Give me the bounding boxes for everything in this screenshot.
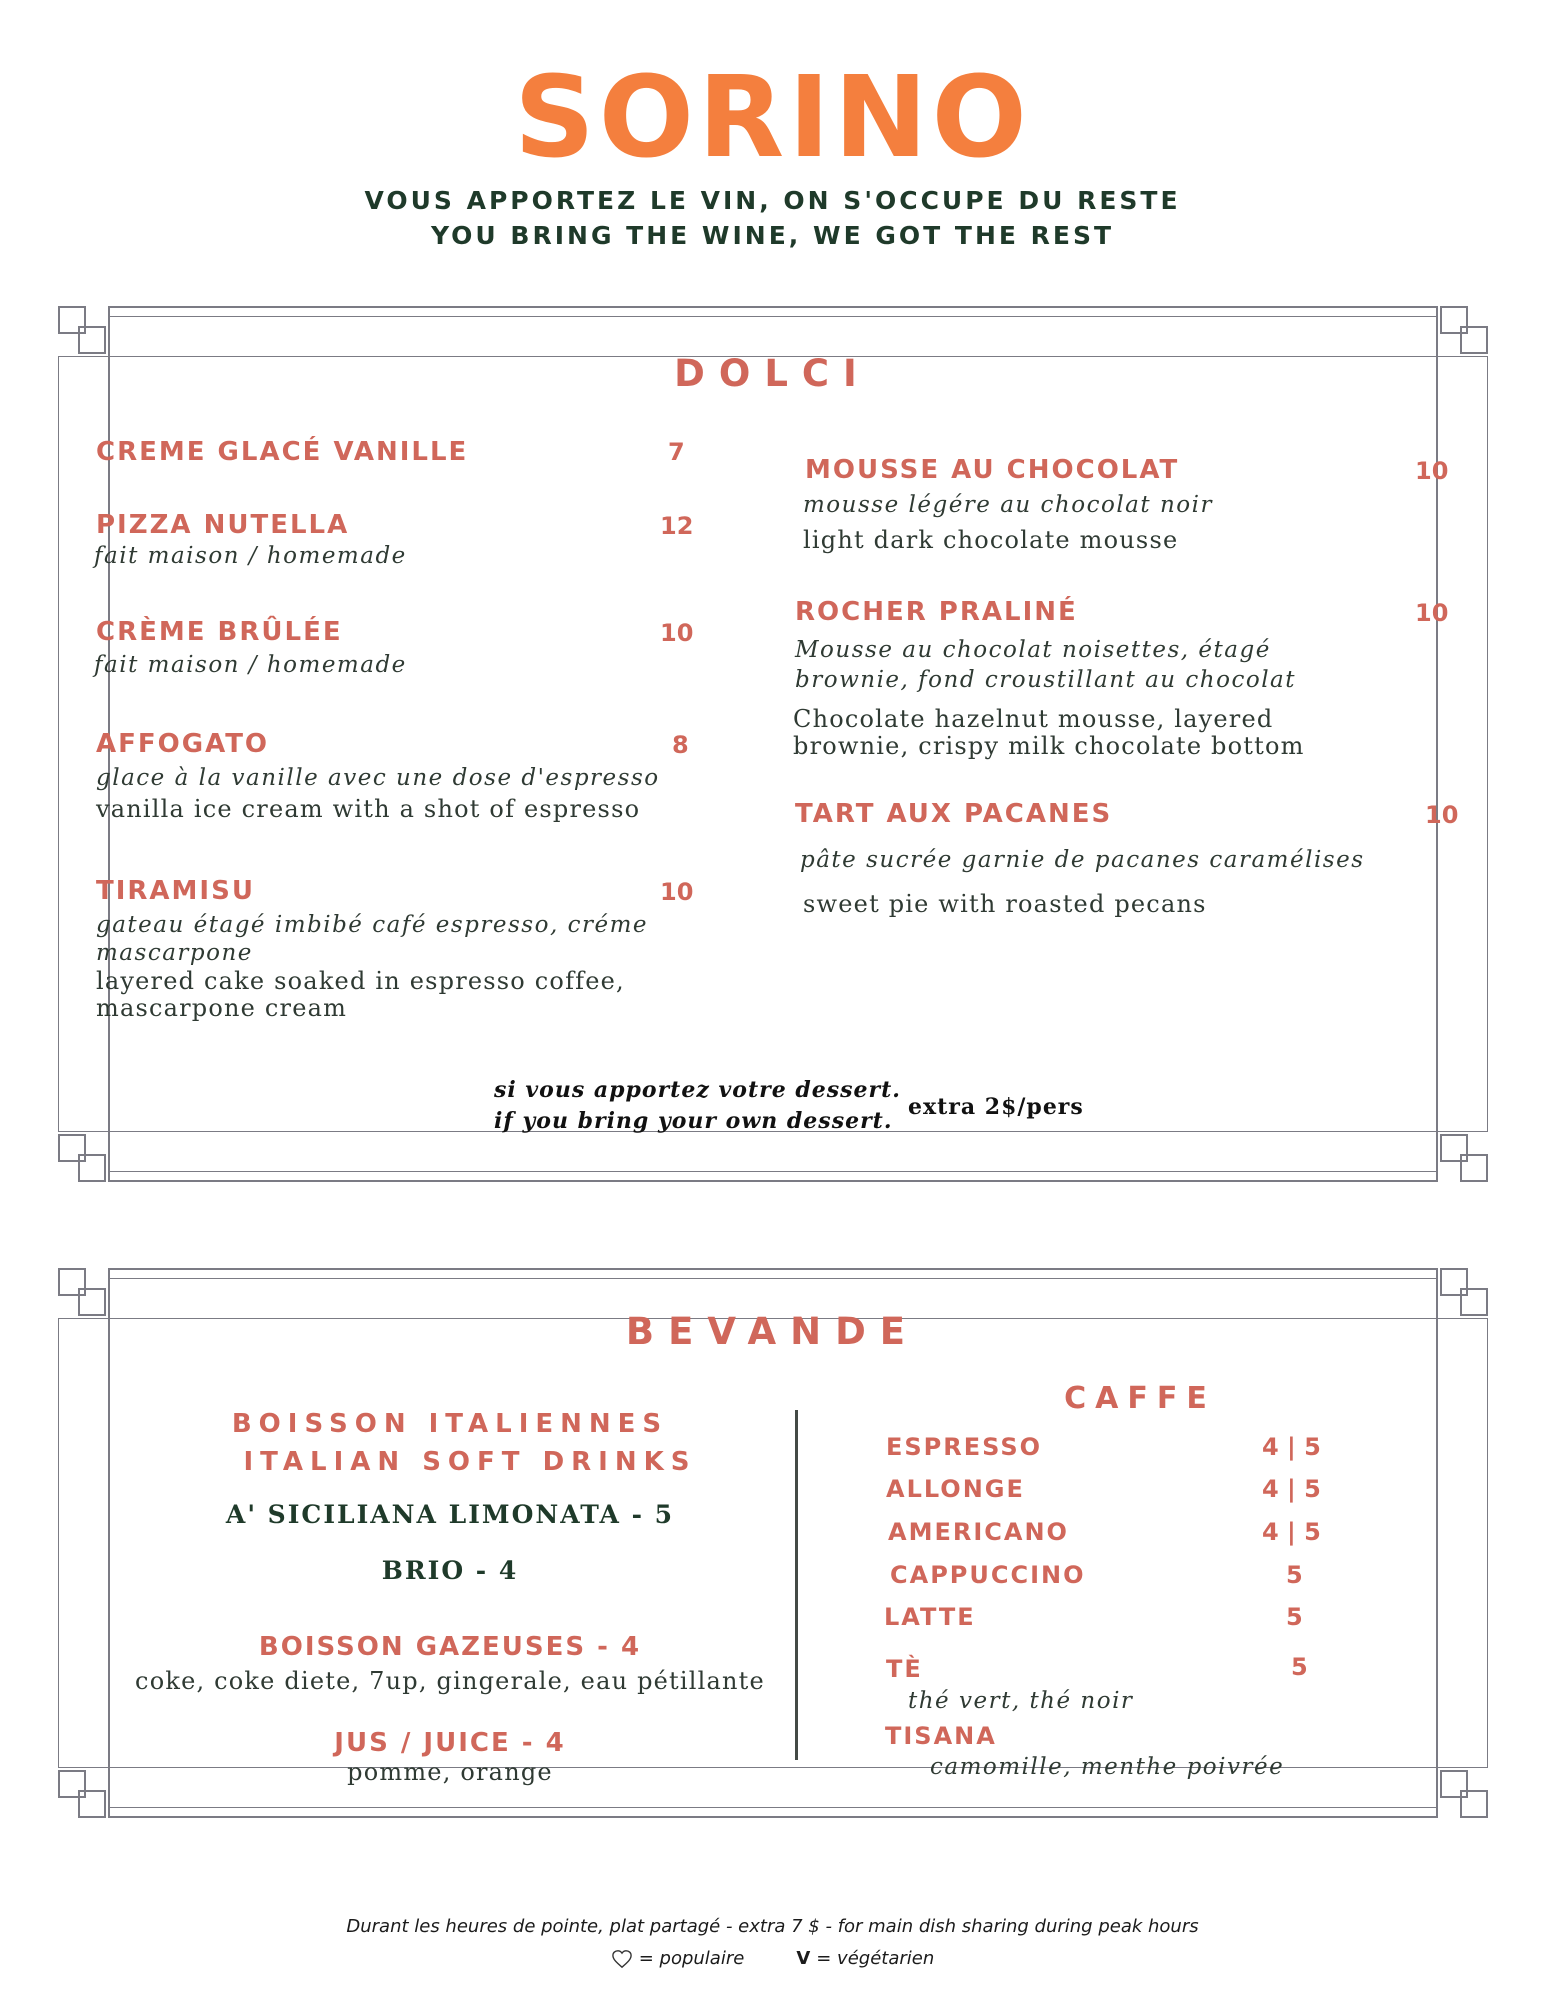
item-name: CREME GLACÉ VANILLE [96,437,469,467]
own-dessert-note-fr: si vous apportez votre dessert. [494,1077,901,1103]
legend-vegetarian: = végétarien [816,1948,935,1969]
bevande-title: BEVANDE [625,1310,920,1353]
corner-ornament-icon [58,306,106,354]
legend [0,1948,1545,1969]
gazeuses-desc: coke, coke diete, 7up, gingerale, eau pétillante [135,1667,765,1695]
vegetarian-symbol: V [796,1948,811,1969]
item-desc-fr: mousse légére au chocolat noir [803,492,1213,518]
item-desc-en: sweet pie with roasted pecans [803,890,1207,918]
item-desc-en: mascarpone cream [96,994,348,1022]
tagline-fr: VOUS APPORTEZ LE VIN, ON S'OCCUPE DU RESTE [364,186,1181,215]
item-desc: fait maison / homemade [94,543,407,569]
caffe-item-price: 4 | 5 [1262,1433,1321,1461]
gazeuses-title: BOISSON GAZEUSES - 4 [258,1632,642,1662]
item-price: 8 [672,731,689,759]
caffe-item-price: 5 [1286,1561,1303,1589]
limonata-item: A' SICILIANA LIMONATA - 5 [225,1500,675,1529]
caffe-item-price: 5 [1286,1603,1303,1631]
item-desc-en: vanilla ice cream with a shot of espresso [96,795,641,823]
item-price: 10 [1415,599,1449,627]
peak-hours-note: Durant les heures de pointe, plat partagé - extra 7 $ - for main dish sharing during peak hours [346,1916,1199,1937]
corner-ornament-icon [1440,306,1488,354]
jus-desc: pomme, orange [347,1758,553,1786]
dolci-title: DOLCI [674,352,871,395]
item-price: 10 [660,619,694,647]
item-price: 10 [1425,801,1459,829]
legend-popular: = populaire [638,1948,745,1969]
brio-item: BRIO - 4 [381,1556,519,1585]
item-name: ROCHER PRALINÉ [795,597,1078,627]
item-price: 12 [660,512,694,540]
item-desc-fr: Mousse au chocolat noisettes, étagé [795,637,1271,663]
tagline-en: YOU BRING THE WINE, WE GOT THE REST [430,221,1115,250]
caffe-item-price: 4 | 5 [1262,1475,1321,1503]
item-desc-en: light dark chocolate mousse [803,526,1179,554]
item-name: MOUSSE AU CHOCOLAT [805,455,1180,485]
caffe-item-name: LATTE [884,1603,976,1631]
item-name: CRÈME BRÛLÉE [96,617,343,647]
jus-title: JUS / JUICE - 4 [334,1728,566,1758]
restaurant-logo: SORINO [514,53,1031,183]
caffe-item-name: ESPRESSO [886,1433,1043,1461]
item-price: 10 [660,878,694,906]
corner-ornament-icon [1440,1268,1488,1316]
corner-ornament-icon [1440,1134,1488,1182]
item-desc-en: Chocolate hazelnut mousse, layered [793,705,1274,733]
own-dessert-note-en: if you bring your own dessert. [494,1108,893,1134]
caffe-item-price: 5 [1291,1653,1308,1681]
caffe-item-name: CAPPUCCINO [890,1561,1086,1589]
italian-drinks-title: BOISSON ITALIENNES [231,1409,669,1439]
italian-drinks-title: ITALIAN SOFT DRINKS [243,1447,697,1477]
item-desc-fr: glace à la vanille avec une dose d'espresso [96,765,660,791]
item-price: 10 [1415,457,1449,485]
item-desc-fr: mascarpone [96,940,253,966]
item-desc: fait maison / homemade [94,652,407,678]
tisana-desc: camomille, menthe poivrée [930,1754,1285,1780]
tisana-name: TISANA [885,1722,997,1750]
corner-ornament-icon [58,1134,106,1182]
caffe-item-name: TÈ [886,1655,923,1683]
heart-outline-icon [611,1949,633,1969]
item-price: 7 [668,438,685,466]
item-desc-en: brownie, crispy milk chocolate bottom [793,732,1305,760]
item-name: PIZZA NUTELLA [96,510,350,540]
item-desc-en: layered cake soaked in espresso coffee, [96,967,625,995]
item-desc-fr: gateau étagé imbibé café espresso, créme [96,912,648,938]
own-dessert-fee: extra 2$/pers [908,1094,1084,1120]
caffe-item-name: AMERICANO [888,1518,1069,1546]
item-name: TIRAMISU [96,876,255,906]
item-desc-fr: pâte sucrée garnie de pacanes caramélises [800,847,1365,873]
caffe-item-name: ALLONGE [886,1475,1025,1503]
caffe-item-price: 4 | 5 [1262,1518,1321,1546]
corner-ornament-icon [58,1770,106,1818]
item-name: AFFOGATO [96,729,270,759]
item-desc-fr: brownie, fond croustillant au chocolat [795,667,1297,693]
caffe-title: CAFFE [1064,1381,1216,1416]
corner-ornament-icon [1440,1770,1488,1818]
item-name: TART AUX PACANES [795,799,1113,829]
corner-ornament-icon [58,1268,106,1316]
te-desc: thé vert, thé noir [908,1688,1134,1714]
